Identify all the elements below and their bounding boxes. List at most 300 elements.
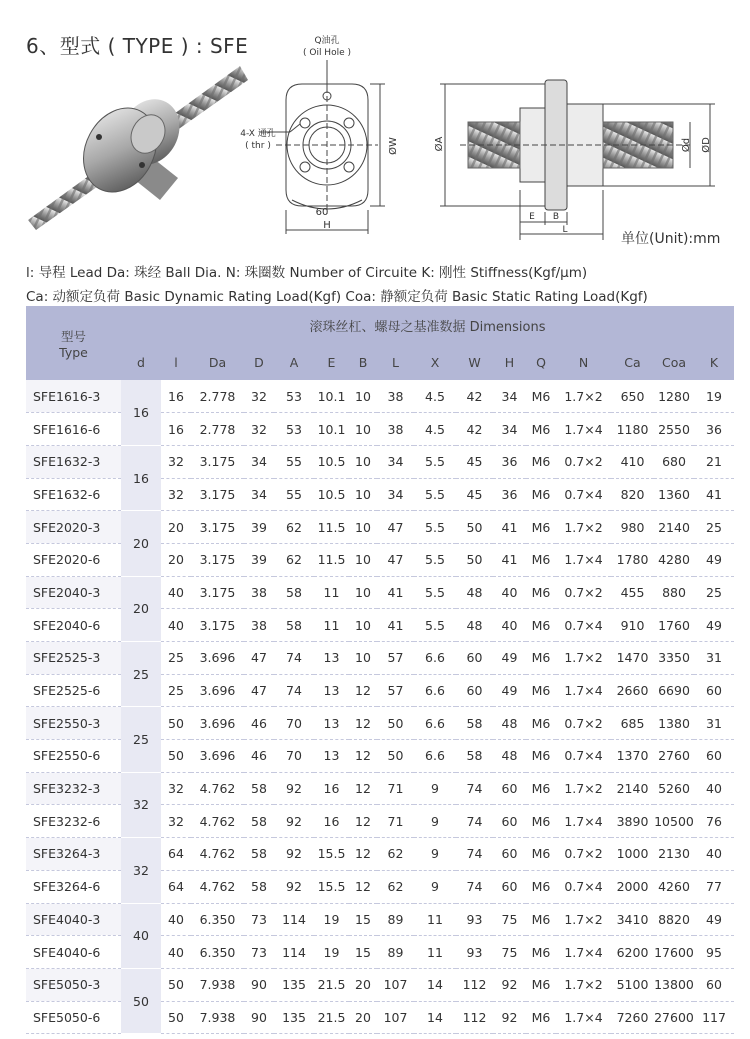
value-cell: 117 bbox=[694, 1001, 734, 1034]
value-cell: 14 bbox=[414, 968, 456, 1001]
value-cell: 5.5 bbox=[414, 543, 456, 576]
column-header-l: L bbox=[377, 344, 414, 380]
value-cell: 62 bbox=[377, 838, 414, 871]
value-cell: 10 bbox=[349, 609, 377, 642]
value-cell: 11 bbox=[314, 609, 349, 642]
type-cell: SFE2020-6 bbox=[26, 543, 121, 576]
value-cell: 62 bbox=[274, 543, 314, 576]
type-cell: SFE2020-3 bbox=[26, 511, 121, 544]
value-cell: 73 bbox=[244, 936, 274, 969]
value-cell: M6 bbox=[526, 968, 556, 1001]
shaft-diameter-cell: 25 bbox=[121, 707, 161, 772]
value-cell: 48 bbox=[493, 740, 526, 773]
shaft-diameter-cell: 32 bbox=[121, 772, 161, 837]
value-cell: M6 bbox=[526, 413, 556, 446]
value-cell: 9 bbox=[414, 772, 456, 805]
dim-w-label: ØW bbox=[388, 137, 399, 155]
value-cell: 75 bbox=[493, 903, 526, 936]
value-cell: 6.6 bbox=[414, 642, 456, 675]
value-cell: 50 bbox=[161, 968, 191, 1001]
type-cell: SFE2550-3 bbox=[26, 707, 121, 740]
value-cell: 11.5 bbox=[314, 511, 349, 544]
table-row bbox=[26, 445, 734, 478]
value-cell: 73 bbox=[244, 903, 274, 936]
value-cell: 70 bbox=[274, 707, 314, 740]
value-cell: 455 bbox=[611, 576, 654, 609]
value-cell: 6.350 bbox=[191, 903, 244, 936]
value-cell: 58 bbox=[456, 707, 493, 740]
value-cell: 2760 bbox=[654, 740, 694, 773]
type-cell: SFE3232-6 bbox=[26, 805, 121, 838]
value-cell: 47 bbox=[244, 674, 274, 707]
shaft-diameter-cell: 40 bbox=[121, 903, 161, 968]
column-header-coa: Coa bbox=[654, 344, 694, 380]
value-cell: 57 bbox=[377, 642, 414, 675]
value-cell: 74 bbox=[456, 805, 493, 838]
value-cell: 10.1 bbox=[314, 380, 349, 413]
value-cell: 0.7×4 bbox=[556, 609, 611, 642]
value-cell: 74 bbox=[274, 674, 314, 707]
value-cell: 0.7×2 bbox=[556, 576, 611, 609]
value-cell: 650 bbox=[611, 380, 654, 413]
shaft-diameter-cell: 20 bbox=[121, 511, 161, 576]
value-cell: 40 bbox=[493, 609, 526, 642]
shaft-diameter-cell: 25 bbox=[121, 642, 161, 707]
column-header-row bbox=[26, 344, 734, 380]
value-cell: 820 bbox=[611, 478, 654, 511]
value-cell: 34 bbox=[244, 478, 274, 511]
value-cell: 1470 bbox=[611, 642, 654, 675]
value-cell: 7260 bbox=[611, 1001, 654, 1034]
value-cell: 47 bbox=[377, 511, 414, 544]
value-cell: M6 bbox=[526, 543, 556, 576]
type-cell: SFE2040-3 bbox=[26, 576, 121, 609]
value-cell: 93 bbox=[456, 936, 493, 969]
value-cell: 10 bbox=[349, 413, 377, 446]
value-cell: 38 bbox=[244, 576, 274, 609]
dim-b-label: B bbox=[552, 212, 560, 222]
value-cell: 46 bbox=[244, 740, 274, 773]
value-cell: 10 bbox=[349, 543, 377, 576]
value-cell: 11 bbox=[414, 903, 456, 936]
ball-screw-photo bbox=[28, 66, 248, 230]
table-row bbox=[26, 772, 734, 805]
dimensions-table bbox=[26, 306, 734, 1034]
value-cell: 32 bbox=[161, 445, 191, 478]
value-cell: M6 bbox=[526, 576, 556, 609]
value-cell: 60 bbox=[694, 968, 734, 1001]
value-cell: 60 bbox=[456, 642, 493, 675]
value-cell: 135 bbox=[274, 968, 314, 1001]
value-cell: 49 bbox=[694, 903, 734, 936]
column-header-d: d bbox=[121, 344, 161, 380]
value-cell: 50 bbox=[161, 740, 191, 773]
value-cell: M6 bbox=[526, 1001, 556, 1034]
value-cell: 20 bbox=[161, 511, 191, 544]
value-cell: 1.7×4 bbox=[556, 1001, 611, 1034]
value-cell: 40 bbox=[161, 936, 191, 969]
value-cell: 2130 bbox=[654, 838, 694, 871]
value-cell: 5.5 bbox=[414, 511, 456, 544]
value-cell: 3.175 bbox=[191, 445, 244, 478]
value-cell: M6 bbox=[526, 838, 556, 871]
value-cell: 112 bbox=[456, 1001, 493, 1034]
value-cell: 50 bbox=[456, 511, 493, 544]
table-row bbox=[26, 968, 734, 1001]
value-cell: 32 bbox=[244, 380, 274, 413]
value-cell: 13 bbox=[314, 674, 349, 707]
value-cell: 16 bbox=[161, 380, 191, 413]
value-cell: 25 bbox=[694, 511, 734, 544]
value-cell: 74 bbox=[456, 772, 493, 805]
value-cell: 1.7×4 bbox=[556, 413, 611, 446]
value-cell: 92 bbox=[274, 805, 314, 838]
value-cell: 8820 bbox=[654, 903, 694, 936]
thr-cn-label: 4-X 通孔 bbox=[240, 129, 276, 139]
value-cell: 3350 bbox=[654, 642, 694, 675]
value-cell: 2140 bbox=[611, 772, 654, 805]
value-cell: 92 bbox=[493, 1001, 526, 1034]
value-cell: 74 bbox=[274, 642, 314, 675]
value-cell: 5.5 bbox=[414, 609, 456, 642]
type-cell: SFE5050-3 bbox=[26, 968, 121, 1001]
value-cell: M6 bbox=[526, 903, 556, 936]
value-cell: 10.1 bbox=[314, 413, 349, 446]
value-cell: 34 bbox=[493, 380, 526, 413]
value-cell: 3.696 bbox=[191, 642, 244, 675]
value-cell: 60 bbox=[456, 674, 493, 707]
value-cell: 90 bbox=[244, 968, 274, 1001]
value-cell: 13 bbox=[314, 740, 349, 773]
value-cell: 1.7×4 bbox=[556, 805, 611, 838]
value-cell: 15 bbox=[349, 936, 377, 969]
value-cell: 1780 bbox=[611, 543, 654, 576]
value-cell: 3.175 bbox=[191, 511, 244, 544]
table-row bbox=[26, 707, 734, 740]
value-cell: 4260 bbox=[654, 870, 694, 903]
value-cell: 90 bbox=[244, 1001, 274, 1034]
value-cell: 71 bbox=[377, 805, 414, 838]
value-cell: 20 bbox=[161, 543, 191, 576]
type-cell: SFE3264-6 bbox=[26, 870, 121, 903]
value-cell: 0.7×4 bbox=[556, 870, 611, 903]
value-cell: 3.175 bbox=[191, 478, 244, 511]
value-cell: 58 bbox=[244, 870, 274, 903]
column-header-w: W bbox=[456, 344, 493, 380]
type-cell: SFE4040-6 bbox=[26, 936, 121, 969]
value-cell: 6.6 bbox=[414, 707, 456, 740]
value-cell: 1370 bbox=[611, 740, 654, 773]
column-header-h: H bbox=[493, 344, 526, 380]
value-cell: M6 bbox=[526, 380, 556, 413]
column-header-q: Q bbox=[526, 344, 556, 380]
value-cell: 58 bbox=[244, 805, 274, 838]
value-cell: 4.5 bbox=[414, 380, 456, 413]
legend-line-2: Ca: 动额定负荷 Basic Dynamic Rating Load(Kgf) Coa: 静额定负荷 Basic Static Rating Load(Kgf) bbox=[26, 289, 648, 305]
value-cell: 1.7×4 bbox=[556, 936, 611, 969]
value-cell: M6 bbox=[526, 609, 556, 642]
value-cell: 5.5 bbox=[414, 576, 456, 609]
value-cell: 0.7×2 bbox=[556, 707, 611, 740]
value-cell: 39 bbox=[244, 543, 274, 576]
technical-drawing bbox=[0, 0, 750, 250]
value-cell: 38 bbox=[244, 609, 274, 642]
value-cell: 10 bbox=[349, 642, 377, 675]
value-cell: 20 bbox=[349, 968, 377, 1001]
value-cell: 2550 bbox=[654, 413, 694, 446]
value-cell: M6 bbox=[526, 870, 556, 903]
value-cell: 31 bbox=[694, 707, 734, 740]
value-cell: 34 bbox=[493, 413, 526, 446]
value-cell: 410 bbox=[611, 445, 654, 478]
type-cell: SFE1632-3 bbox=[26, 445, 121, 478]
value-cell: 7.938 bbox=[191, 968, 244, 1001]
value-cell: 40 bbox=[493, 576, 526, 609]
table-row bbox=[26, 380, 734, 413]
type-cell: SFE2040-6 bbox=[26, 609, 121, 642]
value-cell: 75 bbox=[493, 936, 526, 969]
value-cell: 685 bbox=[611, 707, 654, 740]
value-cell: 49 bbox=[694, 543, 734, 576]
value-cell: 12 bbox=[349, 838, 377, 871]
value-cell: 16 bbox=[314, 772, 349, 805]
value-cell: 1.7×2 bbox=[556, 968, 611, 1001]
value-cell: 41 bbox=[493, 511, 526, 544]
value-cell: 41 bbox=[694, 478, 734, 511]
value-cell: 12 bbox=[349, 870, 377, 903]
table-row bbox=[26, 642, 734, 675]
value-cell: M6 bbox=[526, 642, 556, 675]
value-cell: 1.7×2 bbox=[556, 642, 611, 675]
value-cell: 11.5 bbox=[314, 543, 349, 576]
table-row bbox=[26, 576, 734, 609]
value-cell: 6200 bbox=[611, 936, 654, 969]
type-cell: SFE2525-3 bbox=[26, 642, 121, 675]
table-row bbox=[26, 903, 734, 936]
value-cell: 40 bbox=[161, 609, 191, 642]
value-cell: 3.175 bbox=[191, 576, 244, 609]
value-cell: 2140 bbox=[654, 511, 694, 544]
value-cell: 5.5 bbox=[414, 445, 456, 478]
shaft-diameter-cell: 50 bbox=[121, 968, 161, 1033]
value-cell: 58 bbox=[274, 609, 314, 642]
value-cell: 880 bbox=[654, 576, 694, 609]
value-cell: 60 bbox=[493, 838, 526, 871]
column-header-x: X bbox=[414, 344, 456, 380]
value-cell: 19 bbox=[314, 903, 349, 936]
type-header-cn: 型号 bbox=[60, 328, 86, 344]
value-cell: 40 bbox=[694, 838, 734, 871]
value-cell: 32 bbox=[244, 413, 274, 446]
value-cell: 4.762 bbox=[191, 772, 244, 805]
value-cell: M6 bbox=[526, 772, 556, 805]
value-cell: 6.6 bbox=[414, 674, 456, 707]
value-cell: 32 bbox=[161, 805, 191, 838]
column-header-n: N bbox=[556, 344, 611, 380]
value-cell: 21.5 bbox=[314, 1001, 349, 1034]
value-cell: 4.762 bbox=[191, 870, 244, 903]
value-cell: 17600 bbox=[654, 936, 694, 969]
value-cell: 1280 bbox=[654, 380, 694, 413]
value-cell: 1.7×2 bbox=[556, 511, 611, 544]
shaft-diameter-cell: 20 bbox=[121, 576, 161, 641]
value-cell: 45 bbox=[456, 445, 493, 478]
value-cell: 16 bbox=[161, 413, 191, 446]
value-cell: 57 bbox=[377, 674, 414, 707]
value-cell: 11 bbox=[414, 936, 456, 969]
dim-d-label: Ød bbox=[681, 137, 692, 153]
value-cell: 10 bbox=[349, 445, 377, 478]
dim-l-label: L bbox=[562, 225, 568, 235]
type-cell: SFE2525-6 bbox=[26, 674, 121, 707]
value-cell: 5.5 bbox=[414, 478, 456, 511]
value-cell: 34 bbox=[377, 478, 414, 511]
value-cell: 70 bbox=[274, 740, 314, 773]
value-cell: 6.6 bbox=[414, 740, 456, 773]
value-cell: 42 bbox=[456, 413, 493, 446]
value-cell: 16 bbox=[314, 805, 349, 838]
value-cell: 50 bbox=[161, 707, 191, 740]
value-cell: 3.696 bbox=[191, 674, 244, 707]
value-cell: 34 bbox=[244, 445, 274, 478]
value-cell: 4.762 bbox=[191, 838, 244, 871]
unit-label: 单位(Unit):mm bbox=[621, 231, 721, 247]
value-cell: 10.5 bbox=[314, 445, 349, 478]
value-cell: 13800 bbox=[654, 968, 694, 1001]
table-row bbox=[26, 838, 734, 871]
value-cell: 9 bbox=[414, 805, 456, 838]
value-cell: M6 bbox=[526, 511, 556, 544]
value-cell: 1360 bbox=[654, 478, 694, 511]
value-cell: 74 bbox=[456, 838, 493, 871]
value-cell: 3.696 bbox=[191, 707, 244, 740]
value-cell: 3410 bbox=[611, 903, 654, 936]
shaft-diameter-cell: 16 bbox=[121, 380, 161, 445]
value-cell: 1.7×2 bbox=[556, 903, 611, 936]
value-cell: 12 bbox=[349, 805, 377, 838]
value-cell: 12 bbox=[349, 772, 377, 805]
value-cell: M6 bbox=[526, 740, 556, 773]
value-cell: 12 bbox=[349, 674, 377, 707]
value-cell: 15.5 bbox=[314, 838, 349, 871]
value-cell: M6 bbox=[526, 805, 556, 838]
value-cell: 95 bbox=[694, 936, 734, 969]
value-cell: 3.175 bbox=[191, 543, 244, 576]
value-cell: 58 bbox=[244, 772, 274, 805]
value-cell: 32 bbox=[161, 772, 191, 805]
value-cell: 4.5 bbox=[414, 413, 456, 446]
value-cell: 10 bbox=[349, 380, 377, 413]
value-cell: 114 bbox=[274, 903, 314, 936]
value-cell: 21.5 bbox=[314, 968, 349, 1001]
value-cell: 2660 bbox=[611, 674, 654, 707]
shaft-diameter-cell: 16 bbox=[121, 445, 161, 510]
value-cell: 31 bbox=[694, 642, 734, 675]
value-cell: 40 bbox=[161, 576, 191, 609]
value-cell: 36 bbox=[694, 413, 734, 446]
value-cell: 910 bbox=[611, 609, 654, 642]
value-cell: 15 bbox=[349, 903, 377, 936]
value-cell: 89 bbox=[377, 903, 414, 936]
value-cell: 50 bbox=[377, 740, 414, 773]
type-cell: SFE1616-6 bbox=[26, 413, 121, 446]
value-cell: 14 bbox=[414, 1001, 456, 1034]
value-cell: 38 bbox=[377, 413, 414, 446]
value-cell: 53 bbox=[274, 413, 314, 446]
value-cell: 60 bbox=[493, 870, 526, 903]
type-cell: SFE3232-3 bbox=[26, 772, 121, 805]
value-cell: 41 bbox=[377, 609, 414, 642]
value-cell: 45 bbox=[456, 478, 493, 511]
value-cell: 38 bbox=[377, 380, 414, 413]
nut-side-view bbox=[440, 80, 715, 240]
value-cell: 112 bbox=[456, 968, 493, 1001]
value-cell: 19 bbox=[314, 936, 349, 969]
value-cell: 11 bbox=[314, 576, 349, 609]
type-cell: SFE1616-3 bbox=[26, 380, 121, 413]
type-cell: SFE2550-6 bbox=[26, 740, 121, 773]
value-cell: 58 bbox=[274, 576, 314, 609]
dim-60-label: 60 bbox=[315, 207, 329, 218]
oil-hole-en-label: ( Oil Hole ) bbox=[302, 48, 352, 58]
value-cell: 980 bbox=[611, 511, 654, 544]
value-cell: 12 bbox=[349, 707, 377, 740]
value-cell: 2.778 bbox=[191, 413, 244, 446]
column-header-e: E bbox=[314, 344, 349, 380]
value-cell: 1180 bbox=[611, 413, 654, 446]
value-cell: 60 bbox=[694, 674, 734, 707]
value-cell: 107 bbox=[377, 968, 414, 1001]
value-cell: 27600 bbox=[654, 1001, 694, 1034]
value-cell: 7.938 bbox=[191, 1001, 244, 1034]
value-cell: 0.7×2 bbox=[556, 838, 611, 871]
value-cell: 3.175 bbox=[191, 609, 244, 642]
value-cell: 3.696 bbox=[191, 740, 244, 773]
value-cell: 680 bbox=[654, 445, 694, 478]
value-cell: 10.5 bbox=[314, 478, 349, 511]
type-cell: SFE3264-3 bbox=[26, 838, 121, 871]
value-cell: 2000 bbox=[611, 870, 654, 903]
value-cell: 9 bbox=[414, 838, 456, 871]
value-cell: 46 bbox=[244, 707, 274, 740]
value-cell: 1.7×4 bbox=[556, 543, 611, 576]
value-cell: 2.778 bbox=[191, 380, 244, 413]
value-cell: 48 bbox=[493, 707, 526, 740]
value-cell: 92 bbox=[274, 870, 314, 903]
value-cell: 92 bbox=[274, 838, 314, 871]
value-cell: 93 bbox=[456, 903, 493, 936]
value-cell: 19 bbox=[694, 380, 734, 413]
value-cell: 10 bbox=[349, 576, 377, 609]
value-cell: 58 bbox=[244, 838, 274, 871]
value-cell: 13 bbox=[314, 707, 349, 740]
value-cell: 0.7×2 bbox=[556, 445, 611, 478]
value-cell: 55 bbox=[274, 478, 314, 511]
value-cell: M6 bbox=[526, 478, 556, 511]
table-row bbox=[26, 511, 734, 544]
thr-en-label: ( thr ) bbox=[245, 141, 271, 151]
value-cell: 40 bbox=[161, 903, 191, 936]
value-cell: 9 bbox=[414, 870, 456, 903]
value-cell: 36 bbox=[493, 478, 526, 511]
value-cell: 25 bbox=[161, 674, 191, 707]
value-cell: 62 bbox=[377, 870, 414, 903]
value-cell: 47 bbox=[377, 543, 414, 576]
type-cell: SFE1632-6 bbox=[26, 478, 121, 511]
value-cell: 76 bbox=[694, 805, 734, 838]
type-cell: SFE4040-3 bbox=[26, 903, 121, 936]
value-cell: 10500 bbox=[654, 805, 694, 838]
